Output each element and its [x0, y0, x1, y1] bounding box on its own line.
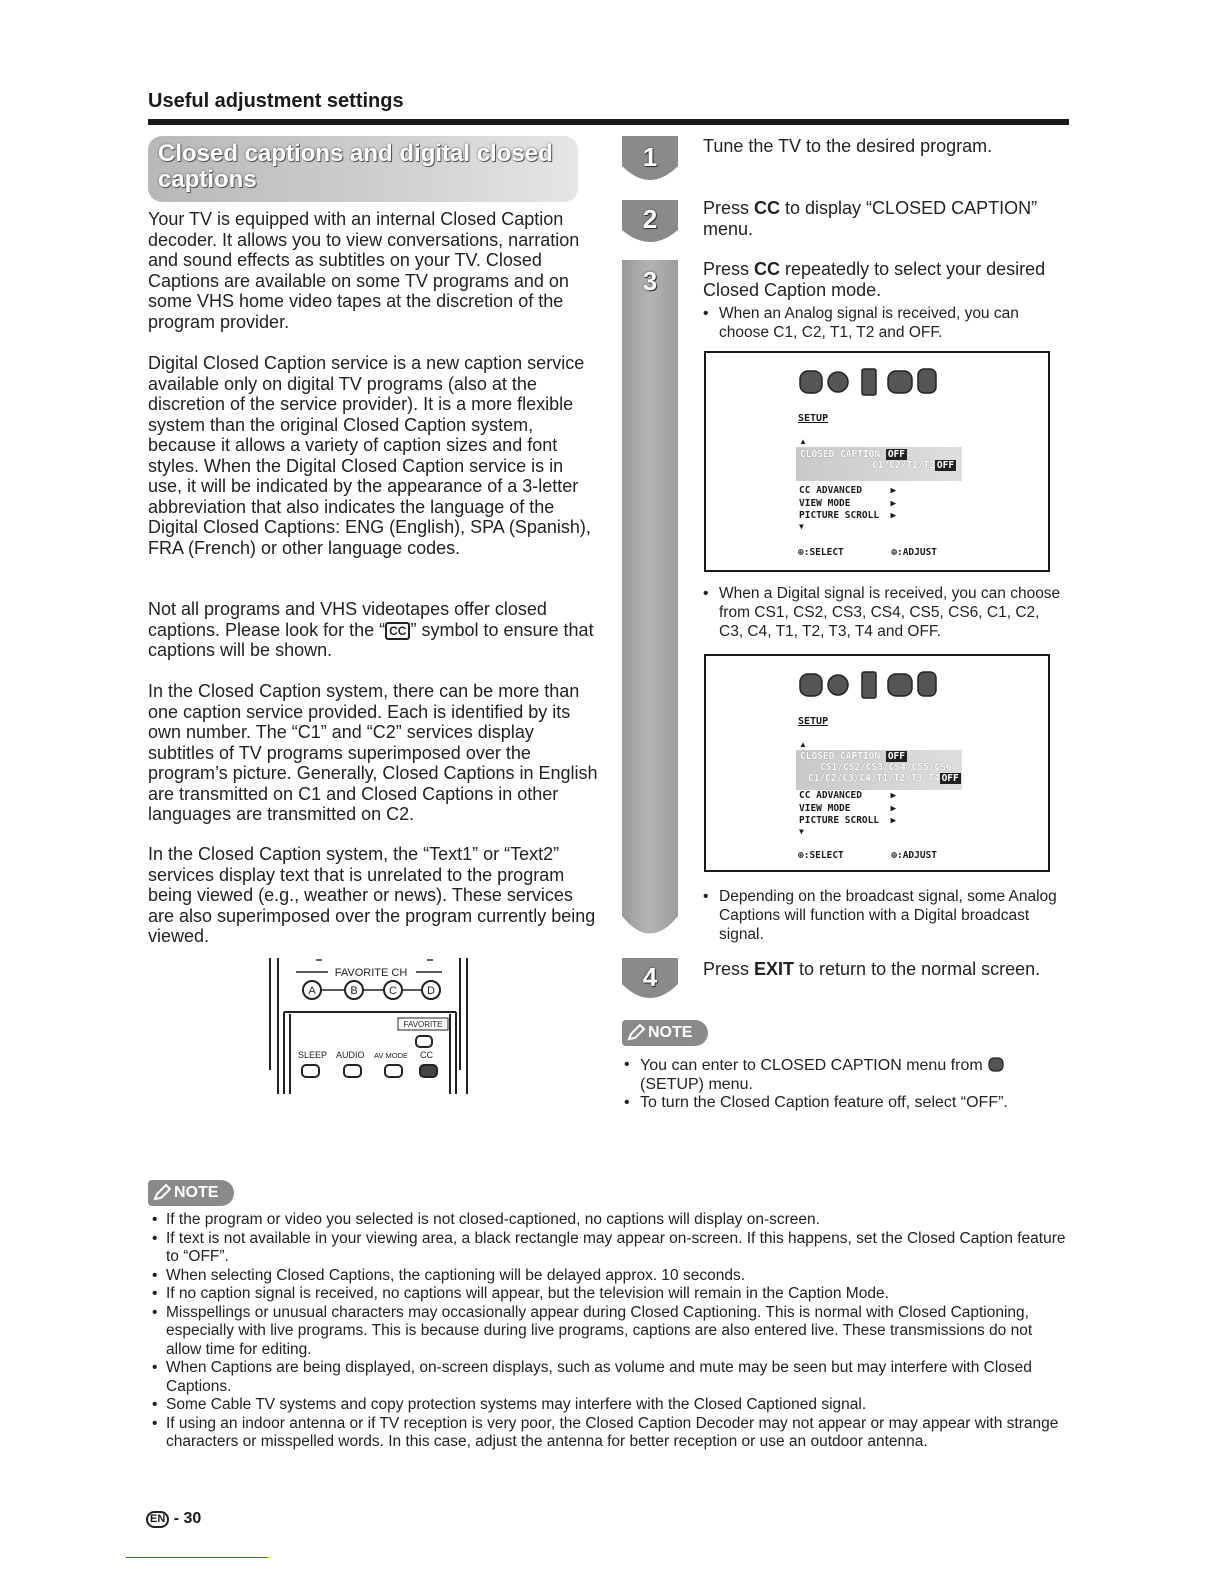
remote-key-a: A [308, 985, 316, 997]
menu2-select-label: :SELECT [803, 850, 844, 861]
step-2-post: to display “CLOSED CAPTION” menu. [703, 198, 1038, 239]
language-badge: EN [146, 1511, 169, 1528]
page-number [146, 1510, 201, 1528]
section-title-line1: Closed captions and digital closed [158, 140, 553, 167]
remote-cc-label: CC [420, 1050, 433, 1060]
step-3-bullet-digital: • When a Digital signal is received, you can choose from CS1, CS2, CS3, CS4, CS5, CS6, C1, C2, C3, C4, T1, T2, T3, T4 and OFF. [703, 584, 1067, 641]
step-1-text: Tune the TV to the desired program. [703, 136, 993, 156]
step-3-key: CC [754, 259, 781, 279]
menu1-closed-caption-highlight [796, 447, 962, 481]
menu1-cc-label: CLOSED CAPTION [800, 449, 881, 460]
step-4-post: to return to the normal screen. [794, 959, 1041, 979]
menu1-view-mode: VIEW MODE [799, 497, 851, 509]
note-bottom-item: • When selecting Closed Captions, the captioning will be delayed approx. 10 seconds. [148, 1267, 1068, 1286]
remote-favorite-label: FAVORITE [403, 1020, 443, 1029]
note-right-item-1 [624, 1055, 1044, 1094]
step-4-text [703, 959, 1067, 980]
pencil-icon [152, 1183, 172, 1203]
menu-screen-analog [704, 351, 1050, 572]
cc-symbol-icon: CC [385, 622, 410, 640]
menu-icons-row [798, 365, 938, 399]
remote-key-b: B [350, 985, 358, 997]
step-4-pre: Press [703, 959, 755, 979]
menu2-options-c-t: C1/C2/C3/C4/T1/T2/T3/T4 [808, 773, 940, 784]
menu2-picture-scroll: PICTURE SCROLL [799, 815, 880, 826]
paragraph-intro: Your TV is equipped with an internal Closed Caption decoder. It allows you to view conversations, narration and sound effects as subtitles on your TV. Closed Captions are available on some TV programs and on some VHS home video tapes at the discretion of the program provider. [148, 209, 580, 332]
note-right-item-1-text: You can enter to CLOSED CAPTION menu from [640, 1057, 983, 1074]
menu2-adjust-icon: ⊕ [891, 850, 897, 861]
step-3-bullet-analog: • When an Analog signal is received, you can choose C1, C2, T1, T2 and OFF. [703, 304, 1063, 342]
menu1-select-label: :SELECT [803, 547, 844, 558]
step-number-3: 3 [642, 266, 658, 296]
paragraph-cc-symbol [148, 599, 600, 661]
pencil-icon [626, 1023, 646, 1043]
step-3-pre: Press [703, 259, 755, 279]
menu2-icons-row [798, 668, 938, 702]
step-2-text [703, 198, 1063, 240]
paragraph-caption-services: In the Closed Caption system, there can be more than one caption service provided. Each is identified by its own number. The “C1” and “C2” services display subtitles of TV programs superimposed over the program’s picture. Generally, Closed Captions in English are transmitted on C1 and Closed Captions in other languages are transmitted on C2. [148, 681, 598, 824]
menu2-current-off: OFF [887, 751, 905, 762]
menu1-picture-scroll: PICTURE SCROLL [799, 510, 880, 521]
section-header: Useful adjustment settings [148, 90, 404, 112]
step-number-1: 1 [642, 142, 658, 172]
setup-icon [987, 1055, 1005, 1073]
note-right-item-1-cont: (SETUP) menu. [640, 1076, 753, 1093]
page-number-value: - 30 [173, 1510, 202, 1527]
menu2-cc-advanced: CC ADVANCED [799, 790, 862, 801]
note-bottom-item: • If no caption signal is received, no captions will appear, but the television will remain in the Caption Mode. [148, 1285, 1068, 1304]
note-badge-bottom [148, 1180, 234, 1206]
remote-control-illustration [260, 958, 475, 1094]
paragraph-digital-cc: Digital Closed Caption service is a new caption service available only on digital TV programs (also at the discretion of the service provider). It is a more flexible system than the original Closed Caption system, because it allows a variety of caption sizes and font styles. When the Digital Closed Caption service is in use, it will be indicated by the appearance of a 3-letter abbreviation that also indicates the language of the Digital Closed Captions: ENG (English), SPA (Spanish), FRA (French) or other language codes. [148, 353, 591, 558]
menu2-up-arrow: ▲ [799, 740, 807, 749]
note-badge-right [622, 1020, 708, 1046]
cc-symbol-text-before: Not all programs and VHS videotapes offer closed captions. Please look for the “ [148, 599, 547, 640]
note-right-item-2: • To turn the Closed Caption feature off, select “OFF”. [624, 1093, 1044, 1112]
menu1-setup-label: SETUP [798, 413, 829, 424]
step-number-4: 4 [642, 962, 658, 992]
step-2-key: CC [754, 198, 781, 218]
note-bottom-item: • Misspellings or unusual characters may occasionally appear during Closed Captioning. This is normal with Closed Captioning, especially with live programs. This is because during live programs, captions are also entered live. These transmissions do not allow time for editing. [148, 1304, 1068, 1360]
note-bottom-item: • If using an indoor antenna or if TV reception is very poor, the Closed Caption Decoder may not appear or may appear with strange characters or misspelled words. In this case, adjust the antenna for better reception or use an outdoor antenna. [148, 1415, 1068, 1452]
note-bottom-item: • If the program or video you selected is not closed-captioned, no captions will display on-screen. [148, 1211, 1068, 1230]
footer-line [126, 1557, 268, 1558]
menu1-cc-advanced: CC ADVANCED [799, 485, 862, 496]
remote-avmode-label: AV MODE [374, 1051, 409, 1060]
note-badge-right-label: NOTE [648, 1024, 693, 1041]
menu1-adjust-icon: ⊕ [891, 547, 897, 558]
note-bottom-item: • Some Cable TV systems and copy protection systems may interfere with the Closed Captioned signal. [148, 1396, 1068, 1415]
menu1-items: CC ADVANCED ▶ VIEW MODE ▶ PICTURE SCROLL ▶ ▼ [799, 485, 897, 531]
remote-sleep-label: SLEEP [298, 1050, 328, 1060]
section-title-line2: captions [158, 166, 257, 193]
menu1-current-off: OFF [887, 449, 905, 460]
menu2-footer [798, 850, 937, 861]
menu2-closed-caption-highlight [796, 750, 962, 790]
menu1-option-off: OFF [936, 460, 955, 471]
remote-key-d: D [427, 985, 435, 997]
menu1-up-arrow: ▲ [799, 437, 807, 446]
remote-favorite-ch-label: FAVORITE CH [334, 967, 408, 979]
step-4-key: EXIT [754, 959, 795, 979]
paragraph-text-services: In the Closed Caption system, the “Text1” or “Text2” services display text that is unrelated to the program being viewed (e.g., weather or news). These services are also superimposed over the program currently being viewed. [148, 844, 596, 946]
cc-symbol-text-after: ” symbol to ensure that captions will be shown. [148, 619, 594, 660]
menu2-cc-label: CLOSED CAPTION [800, 751, 881, 762]
note-badge-bottom-label: NOTE [174, 1184, 219, 1201]
menu-screen-digital [704, 654, 1050, 872]
menu1-options: C1/C2/T1/T2 [872, 460, 935, 471]
step-2-pre: Press [703, 198, 755, 218]
note-bottom-list [148, 1211, 1068, 1452]
menu2-setup-label: SETUP [798, 716, 829, 727]
step-3-post: repeatedly to select your desired Closed Caption mode. [703, 259, 1046, 300]
step-3-text [703, 259, 1067, 301]
section-title-box [148, 136, 578, 202]
step-3-bullet-broadcast: • Depending on the broadcast signal, some Analog Captions will function with a Digital broadcast signal. [703, 887, 1063, 944]
menu1-select-icon: ⊕ [798, 547, 804, 558]
top-rule [148, 119, 1069, 125]
menu2-option-off: OFF [941, 773, 959, 784]
remote-audio-label: AUDIO [336, 1050, 365, 1060]
menu2-adjust-label: :ADJUST [896, 850, 938, 861]
menu1-footer [798, 547, 937, 558]
remote-key-c: C [389, 985, 397, 997]
menu2-view-mode: VIEW MODE [799, 802, 851, 814]
menu2-items: CC ADVANCED ▶ VIEW MODE ▶ PICTURE SCROLL ▶ ▼ [799, 790, 897, 836]
menu2-options-cs: CS1/CS2/CS3/CS4/CS5/CS6 [820, 762, 952, 773]
note-bottom-item: • If text is not available in your viewing area, a black rectangle may appear on-screen. If this happens, set the Closed Caption feature to “OFF”. [148, 1230, 1068, 1267]
menu1-adjust-label: :ADJUST [896, 547, 938, 558]
step-number-2: 2 [642, 204, 658, 234]
note-bottom-item: • When Captions are being displayed, on-screen displays, such as volume and mute may be seen but may interfere with Closed Captions. [148, 1359, 1068, 1396]
menu2-select-icon: ⊕ [798, 850, 804, 861]
